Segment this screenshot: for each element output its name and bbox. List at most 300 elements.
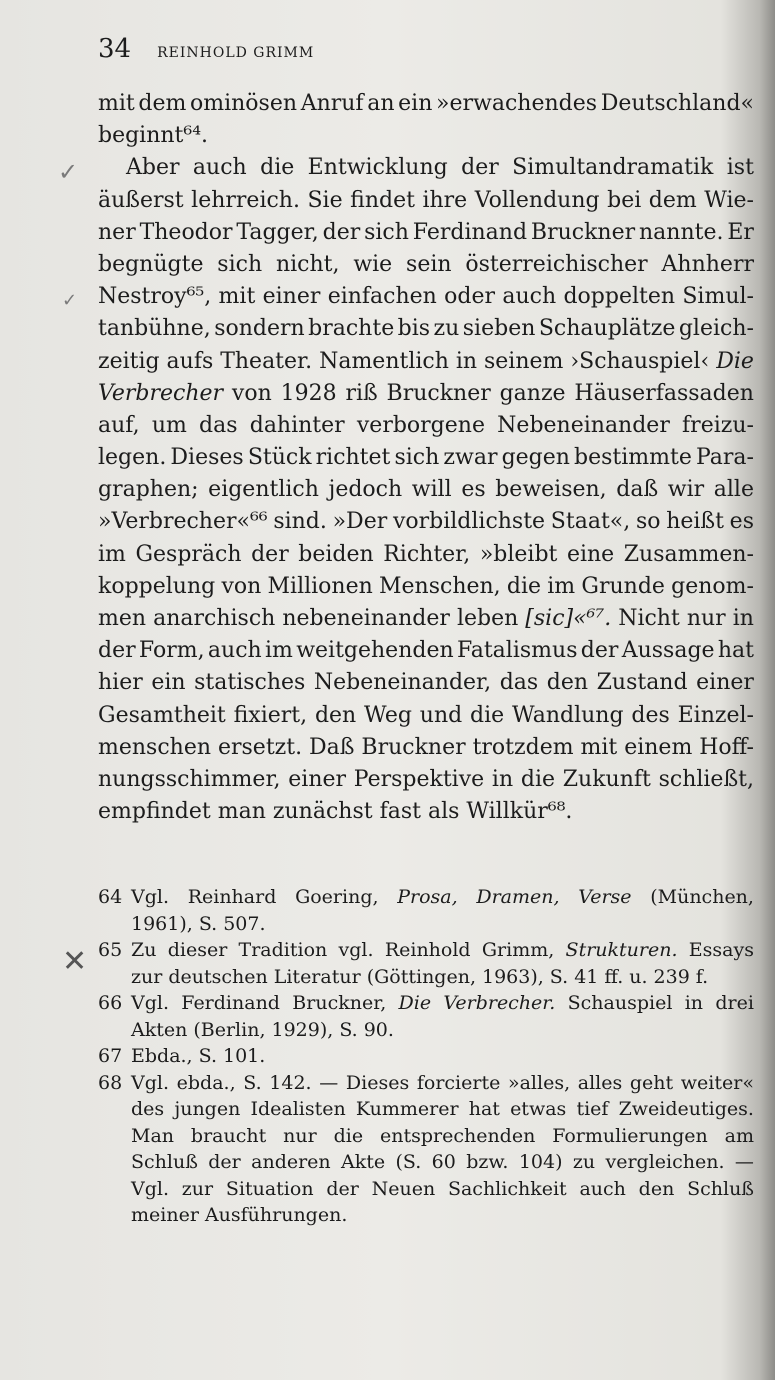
word: Ahnherr [661, 251, 754, 277]
word: anderen [251, 1151, 331, 1173]
text-line [98, 217, 754, 249]
word: zu [572, 1151, 596, 1173]
word: eigentlich [208, 477, 319, 503]
word: ebda., [176, 1071, 236, 1094]
word: Die [398, 992, 432, 1014]
text-line [98, 442, 754, 474]
word: ist [726, 155, 754, 181]
word: die [506, 573, 542, 599]
word: Ferdinand [181, 992, 280, 1014]
word: u. [629, 965, 648, 988]
word: verborgene [356, 412, 485, 438]
word: zwar [443, 445, 498, 471]
word: Form, [138, 638, 205, 664]
word: seinem [484, 348, 564, 374]
word: den [546, 670, 589, 696]
word: Simul- [682, 284, 754, 310]
word: Aussage [621, 638, 715, 664]
word: im [547, 573, 576, 599]
word: ersetzt. [217, 734, 303, 760]
word: trotzdem [472, 734, 574, 760]
text-line [98, 378, 754, 410]
footnote [98, 937, 754, 990]
text-line [98, 185, 754, 217]
word: menschen [98, 734, 212, 760]
word: »alles, [507, 1071, 571, 1094]
word: findet [350, 187, 415, 213]
word: einer [696, 670, 754, 696]
word: der [461, 155, 499, 181]
pencil-cross-mark: ✕ [62, 944, 88, 979]
word: Verse [578, 886, 632, 908]
word: das [199, 412, 238, 438]
footnote-number: 66 [98, 992, 123, 1014]
word: Zweideutiges. [618, 1098, 754, 1120]
word: Zu [131, 939, 157, 961]
word: 90. [363, 1018, 394, 1041]
word: sondern [214, 316, 305, 342]
word: auch [192, 155, 247, 181]
word: (Berlin, [193, 1018, 266, 1041]
word: S. [339, 1018, 358, 1041]
word: Sie [307, 187, 343, 213]
word: der [251, 541, 289, 567]
word: im [264, 638, 293, 664]
word: Nebeneinander, [313, 670, 492, 696]
word: das [499, 670, 539, 696]
word: von [221, 573, 262, 599]
word: ff. [604, 965, 624, 988]
word: Zukunft [562, 766, 651, 792]
footnote-line [131, 884, 754, 911]
word: 1929), [271, 1018, 334, 1041]
word: braucht [190, 1124, 267, 1147]
word: doppelten [563, 284, 676, 310]
word: 60 [431, 1151, 456, 1173]
word: »Der [332, 509, 388, 535]
text-line [98, 152, 754, 184]
word: zur [131, 965, 163, 988]
footnote-line [131, 990, 754, 1017]
word: am [724, 1124, 754, 1147]
word: 142. [269, 1071, 312, 1094]
word: Reinhard [187, 886, 277, 908]
word: statisches [194, 670, 306, 696]
word: vorbildlichste [392, 509, 546, 535]
word: bis [397, 316, 431, 342]
word: der [98, 638, 136, 664]
word: von [231, 380, 272, 406]
word: Formulierungen [552, 1124, 708, 1147]
word: 507. [223, 912, 266, 935]
word: bzw. [466, 1151, 509, 1173]
word: Schluß [131, 1151, 198, 1173]
word: hier [98, 670, 143, 696]
word: in [491, 766, 514, 792]
text-line [98, 539, 754, 571]
word: tief [576, 1098, 609, 1120]
word: es [729, 509, 754, 535]
word: »bleibt [479, 541, 558, 567]
word: nur [283, 1124, 317, 1147]
word: fixiert, [233, 702, 308, 728]
word: [sic]«⁶⁷. [525, 606, 612, 631]
text-line [98, 764, 754, 796]
word: die [470, 702, 505, 728]
word: nicht, [275, 251, 340, 277]
word: die [260, 155, 295, 181]
word: — [734, 1151, 754, 1173]
word: oder [444, 284, 496, 310]
word: Millionen [267, 573, 373, 599]
word: zunächst [272, 799, 373, 825]
footnote [98, 884, 754, 937]
word: Goering, [295, 886, 379, 908]
word: Idealisten [250, 1098, 346, 1120]
word: Menschen, [379, 573, 501, 599]
word: ›Schauspiel‹ [570, 348, 710, 374]
word: richtet [315, 445, 391, 471]
word: ner [98, 219, 136, 245]
footnote-line [131, 1096, 754, 1123]
word: der [208, 1151, 241, 1173]
page-header [98, 34, 758, 70]
word: eine [566, 541, 615, 567]
word: freizu- [682, 412, 754, 438]
word: Fatalismus [456, 638, 578, 664]
word: Vgl. [131, 886, 169, 908]
footnote-number: 68 [98, 1071, 123, 1094]
word: bei [607, 187, 642, 213]
word: weiter« [680, 1071, 754, 1094]
word: sich [394, 445, 440, 471]
word: Vgl. [131, 992, 169, 1014]
word: als [427, 799, 460, 825]
word: (Göttingen, [366, 965, 476, 988]
footnote-line [131, 1043, 754, 1070]
word: anarchisch [153, 606, 276, 631]
word: Kummerer [355, 1098, 459, 1120]
word: Literatur [273, 965, 361, 988]
text-line [98, 346, 754, 378]
word: Verbrecher [98, 380, 224, 406]
word: Dieses [170, 445, 244, 471]
word: tanbühne, [98, 316, 211, 342]
pencil-tick-mark: ✓ [62, 290, 78, 311]
word: — [319, 1071, 339, 1094]
word: Neuen [371, 1177, 436, 1200]
word: wie [353, 251, 393, 277]
word: beiden [298, 541, 374, 567]
word: meiner [131, 1204, 199, 1226]
word: entsprechenden [379, 1124, 536, 1147]
word: sich [364, 219, 409, 245]
word: Dramen, [476, 886, 560, 908]
text-line [98, 249, 754, 281]
word: den [314, 702, 357, 728]
word: begnügte [98, 251, 204, 277]
word: ein [151, 670, 186, 696]
word: brachte [308, 316, 395, 342]
word: 104) [518, 1151, 563, 1173]
word: dahinter [249, 412, 345, 438]
word: in [732, 606, 754, 631]
word: zur [181, 1177, 214, 1200]
word: ominösen [190, 91, 298, 116]
word: Anruf [300, 91, 364, 116]
text-line [98, 700, 754, 732]
word: schließt, [658, 766, 754, 792]
word: S. [198, 1045, 217, 1067]
word: dieser [167, 939, 228, 961]
word: daß [616, 477, 659, 503]
word: man [217, 799, 266, 825]
footnote-line [131, 1149, 754, 1176]
text-line [98, 732, 754, 764]
footnote-number: 67 [98, 1045, 123, 1067]
footnote [98, 1070, 754, 1229]
footnote-line [131, 964, 754, 991]
word: einfachen [327, 284, 437, 310]
word: legen. [98, 445, 167, 471]
word: Tradition [238, 939, 328, 961]
word: Akten [131, 1018, 188, 1041]
word: S. [549, 965, 569, 988]
word: hat [468, 1098, 500, 1120]
footnote-line [131, 1070, 754, 1097]
word: weitgehenden [296, 638, 454, 664]
word: Bruckner [361, 734, 466, 760]
word: forcierte [416, 1071, 501, 1094]
word: Dieses [345, 1071, 410, 1094]
text-line [98, 313, 754, 345]
word: einem [624, 734, 693, 760]
footnote-line [131, 1017, 754, 1044]
word: beginnt⁶⁴. [98, 123, 209, 149]
word: sein [406, 251, 452, 277]
word: (S. [395, 1151, 422, 1173]
word: mit [580, 734, 618, 760]
word: aufs [166, 348, 214, 374]
word: nebeneinander [282, 606, 450, 631]
word: auch [579, 1177, 626, 1200]
text-line [98, 506, 754, 538]
word: Aber [126, 155, 180, 181]
word: Einzel- [677, 702, 754, 728]
word: drei [715, 992, 754, 1014]
word: (München, [650, 886, 754, 908]
word: gleich- [678, 316, 754, 342]
word: men [98, 606, 147, 631]
word: Vgl. [131, 1177, 169, 1200]
footnote-line [131, 1123, 754, 1150]
word: geht [629, 1071, 674, 1094]
word: Verbrecher. [443, 992, 556, 1014]
word: des [131, 1098, 165, 1120]
word: Nicht [618, 606, 680, 631]
word: Schauspiel [567, 992, 673, 1014]
word: 1961), [131, 912, 193, 935]
word: Strukturen. [565, 939, 678, 961]
word: so [635, 509, 661, 535]
word: der [326, 1177, 359, 1200]
word: Entwicklung [307, 155, 448, 181]
word: Situation [225, 1177, 314, 1200]
word: Wandlung [512, 702, 624, 728]
text-line [98, 474, 754, 506]
word: einer [288, 766, 347, 792]
word: Vollendung [474, 187, 600, 213]
text-line [98, 571, 754, 603]
word: »erwachendes [436, 91, 598, 116]
word: Essays [688, 939, 754, 961]
body-text [98, 88, 754, 828]
word: zeitig [98, 348, 160, 374]
word: 101. [223, 1045, 266, 1067]
word: sind. [273, 509, 327, 535]
word: einer [262, 284, 321, 310]
word: 1963), [481, 965, 544, 988]
word: genom- [671, 573, 754, 599]
word: bestimmte [574, 445, 692, 471]
text-line [98, 635, 754, 667]
word: in [684, 992, 704, 1014]
word: gegen [501, 445, 570, 471]
word: Zusammen- [623, 541, 754, 567]
word: etwas [510, 1098, 567, 1120]
word: fast [379, 799, 421, 825]
word: mit [218, 284, 256, 310]
word: riß [345, 380, 378, 406]
word: Bruckner [386, 380, 491, 406]
word: Schauplätze [538, 316, 676, 342]
word: um [151, 412, 187, 438]
word: Namentlich [319, 348, 449, 374]
word: 41 [574, 965, 599, 988]
word: Bruckner [530, 219, 636, 245]
word: graphen; [98, 477, 199, 503]
word: nannte. [639, 219, 724, 245]
word: 1928 [280, 380, 337, 406]
text-line [98, 603, 754, 635]
word: es [461, 477, 486, 503]
footnote-line [131, 1202, 754, 1229]
word: die [520, 766, 555, 792]
word: Tagger, [236, 219, 319, 245]
word: Stück [247, 445, 312, 471]
text-line [98, 796, 754, 828]
word: Theodor [139, 219, 233, 245]
word: vgl. [338, 939, 374, 961]
word: Vgl. [131, 1071, 169, 1094]
footnotes [98, 884, 754, 1229]
word: Grimm, [481, 939, 555, 961]
footnote-number: 65 [98, 939, 123, 961]
word: Ausführungen. [204, 1204, 348, 1226]
word: Daß [309, 734, 355, 760]
word: Bruckner, [292, 992, 387, 1014]
word: jungen [174, 1098, 241, 1120]
text-line [98, 667, 754, 699]
word: auf, [98, 412, 140, 438]
word: Reinhold [384, 939, 471, 961]
word: des [631, 702, 670, 728]
word: ihre [422, 187, 468, 213]
word: beweisen, [495, 477, 607, 503]
word: der [322, 219, 361, 245]
word: auch [502, 284, 557, 310]
word: der [580, 638, 619, 664]
word: Schluß [687, 1177, 754, 1200]
word: Ferdinand [412, 219, 528, 245]
word: dem [648, 187, 697, 213]
footnote-line [131, 911, 754, 938]
running-head: REINHOLD GRIMM [157, 45, 315, 61]
word: deutschen [168, 965, 268, 988]
footnote-number: 64 [98, 886, 123, 908]
word: 239 [653, 965, 690, 988]
word: Gesamtheit [98, 702, 226, 728]
word: Prosa, [397, 886, 458, 908]
word: Sachlichkeit [447, 1177, 567, 1200]
word: Nebeneinander [497, 412, 670, 438]
footnote-line [131, 937, 754, 964]
word: will [411, 477, 452, 503]
word: lehrreich. [191, 187, 300, 213]
word: im [98, 541, 126, 567]
word: Deutschland« [600, 91, 754, 116]
footnote [98, 990, 754, 1043]
pencil-check-mark: ✓ [58, 158, 79, 186]
footnote-line [131, 1176, 754, 1203]
page-number: 34 [98, 34, 132, 64]
word: nur [686, 606, 726, 631]
word: den [638, 1177, 675, 1200]
word: zu [433, 316, 460, 342]
word: vergleichen. [605, 1151, 725, 1173]
word: empfindet [98, 799, 211, 825]
word: Akte [341, 1151, 386, 1173]
word: nungsschimmer, [98, 766, 281, 792]
text-line [98, 281, 754, 313]
word: wir [667, 477, 705, 503]
word: Staat«, [550, 509, 631, 535]
word: heißt [666, 509, 724, 535]
word: äußerst [98, 187, 184, 213]
text-line [98, 88, 754, 120]
word: Richter, [383, 541, 471, 567]
word: leben [456, 606, 519, 631]
word: alle [713, 477, 754, 503]
text-line [98, 120, 754, 152]
word: »Verbrecher«⁶⁶ [98, 509, 268, 535]
text-line [98, 410, 754, 442]
word: Para- [695, 445, 754, 471]
word: mit [98, 91, 135, 116]
word: die [333, 1124, 364, 1147]
word: ein [398, 91, 433, 116]
word: Grunde [581, 573, 665, 599]
word: Die [716, 348, 754, 374]
word: Perspektive [353, 766, 485, 792]
word: Theater. [220, 348, 313, 374]
word: Hoff- [699, 734, 754, 760]
word: f. [695, 965, 709, 988]
word: hat [717, 638, 754, 664]
word: österreichischer [465, 251, 648, 277]
word: Ebda., [131, 1045, 193, 1067]
word: ganze [499, 380, 566, 406]
